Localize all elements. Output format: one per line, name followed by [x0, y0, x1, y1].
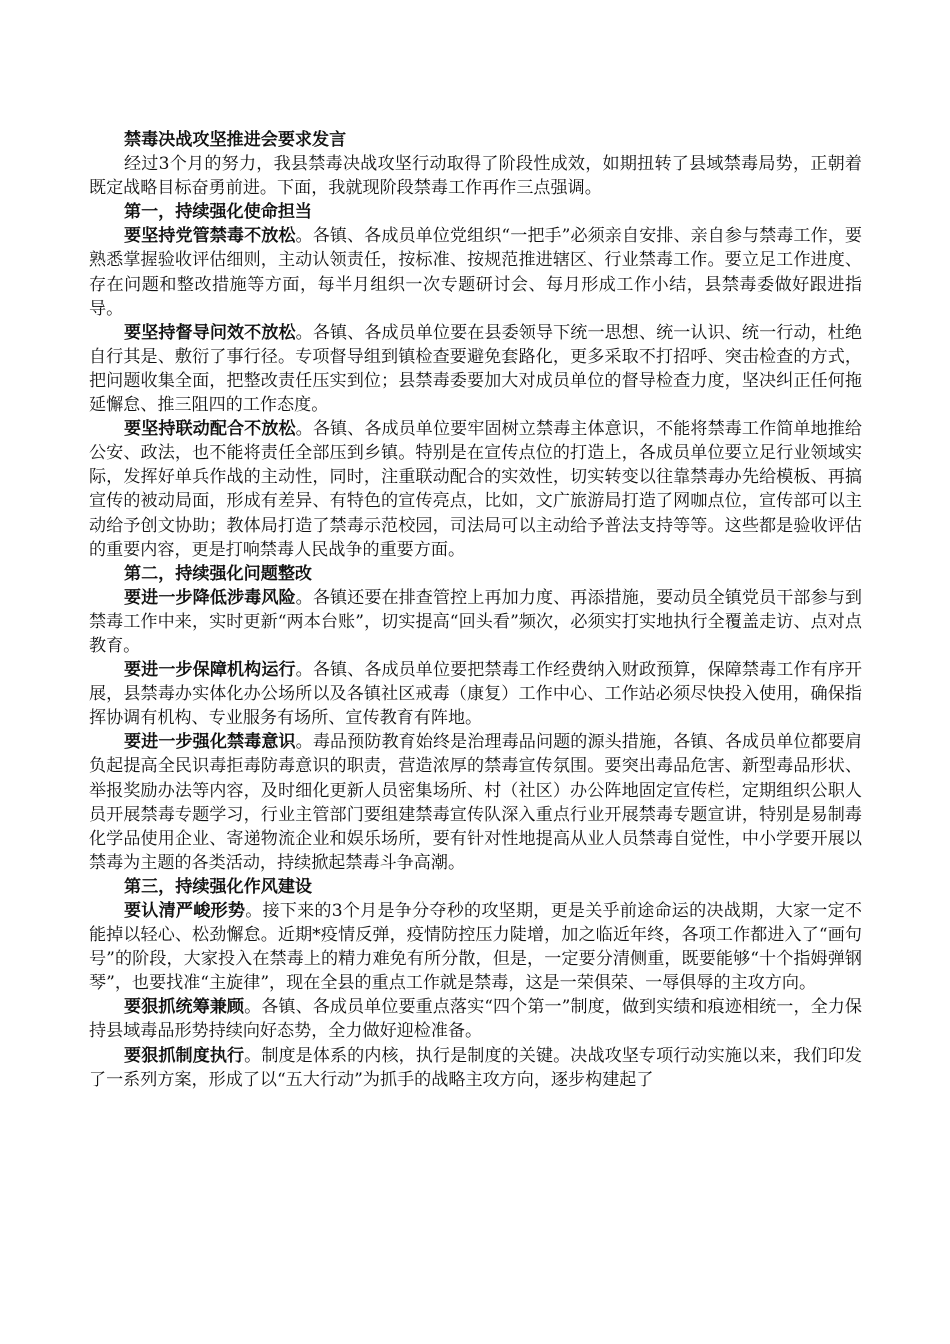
paragraph-text: 。制度是体系的内核，执行是制度的关键。决战攻坚专项行动实施以来，我们印发了一系列方案，形成了以“五大行动”为抓手的战略主攻方向，逐步构建起了: [89, 1045, 863, 1090]
paragraph-lead: 要进一步降低涉毒风险: [124, 587, 296, 608]
paragraph-text: 。各镇、各成员单位要在县委领导下统一思想、统一认识、统一行动，杜绝自行其是、敷衍了事行径。专项督导组到镇检查要避免套路化，更多采取不打招呼、突击检查的方式，把问题收集全面，把整改责任压实到位；县禁毒委要加大对成员单位的督导检查力度，坚决纠正任何拖延懈怠、推三阻四的工作态度。: [89, 322, 863, 416]
paragraph: [89, 995, 862, 1043]
paragraph-text: 。各镇、各成员单位要重点落实“四个第一”制度，做到实绩和痕迹相统一，全力保持县域毒品形势持续向好态势，全力做好迎检准备。: [89, 997, 862, 1042]
paragraph-text: 。各镇、各成员单位要牢固树立禁毒主体意识，不能将禁毒工作简单地推给公安、政法，也不能将责任全部压到乡镇。特别是在宣传点位的打造上，各成员单位要立足行业领域实际，发挥好单兵作战的主动性，同时，注重联动配合的实效性，切实转变以往靠禁毒办先给模板、再搞宣传的被动局面，形成有差异、有特色的宣传亮点，比如，文广旅游局打造了网咖点位，宣传部可以主动给予创文协助；教体局打造了禁毒示范校园，司法局可以主动给予普法支持等等。这些都是验收评估的重要内容，更是打响禁毒人民战争的重要方面。: [89, 419, 863, 560]
paragraph-text: 。毒品预防教育始终是治理毒品问题的源头措施，各镇、各成员单位都要肩负起提高全民识毒拒毒防毒意识的职责，营造浓厚的禁毒宣传氛围。要突出毒品危害、新型毒品形状、举报奖励办法等内容，及时细化更新人员密集场所、村（社区）办公阵地固定宣传栏，定期组织公职人员开展禁毒专题学习，行业主管部门要组建禁毒宣传队深入重点行业开展禁毒专题宣讲，特别是易制毒化学品使用企业、寄递物流企业和娱乐场所，要有针对性地提高从业人员禁毒自觉性，中小学要开展以禁毒为主题的各类活动，持续掀起禁毒斗争高潮。: [89, 732, 863, 873]
paragraph-text: 。各镇还要在排查管控上再加力度、再添措施，要动员全镇党员干部参与到禁毒工作中来，实时更新“两本台账”，切实提高“回头看”频次，必须实打实地执行全覆盖走访、点对点教育。: [89, 587, 863, 656]
paragraph-lead: 要认清严峻形势: [124, 901, 246, 921]
paragraph-lead: 要坚持督导问效不放松: [124, 322, 296, 343]
paragraph: [89, 224, 862, 320]
paragraph-lead: 要坚持联动配合不放松: [124, 419, 296, 440]
paragraph-lead: 要坚持党管禁毒不放松: [124, 226, 296, 247]
paragraph: [89, 899, 862, 995]
paragraph-lead: 要狠抓制度执行: [124, 1045, 245, 1066]
paragraph: [89, 730, 862, 875]
paragraph-lead: 要进一步强化禁毒意识: [124, 732, 296, 753]
paragraph-text: 。各镇、各成员单位党组织“一把手”必须亲自安排、亲自参与禁毒工作，要熟悉掌握验收评估细则，主动认领责任，按标准、按规范推进辖区、行业禁毒工作。要立足工作进度、存在问题和整改措施等方面，每半月组织一次专题研讨会、每月形成工作小结，县禁毒委做好跟进指导。: [89, 226, 863, 319]
paragraph-lead: 要进一步保障机构运行: [124, 660, 296, 681]
paragraph-lead: 要狠抓统筹兼顾: [124, 997, 245, 1018]
intro-paragraph: 经过3个月的努力，我县禁毒决战攻坚行动取得了阶段性成效，如期扭转了县域禁毒局势，正朝着既定战略目标奋勇前进。下面，我就现阶段禁毒工作再作三点强调。: [89, 154, 862, 199]
paragraph-text: 。接下来的3个月是争分夺秒的攻坚期，更是关乎前途命运的决战期，大家一定不能掉以轻心、松劲懈怠。近期*疫情反弹，疫情防控压力陡增，加之临近年终，各项工作都进入了“画句号”的阶段，大家投入在禁毒上的精力难免有所分散，但是，一定要分清侧重，既要能够“十个指姆弹钢琴”，也要找准“主旋律”，现在全县的重点工作就是禁毒，这是一荣俱荣、一辱俱辱的主攻方向。: [89, 901, 862, 994]
paragraph: [89, 321, 862, 417]
paragraph: [89, 586, 862, 658]
document-title: 禁毒决战攻坚推进会要求发言: [124, 130, 347, 150]
section-heading-3: 第三，持续强化作风建设: [124, 876, 313, 897]
paragraph-text: 。各镇、各成员单位要把禁毒工作经费纳入财政预算，保障禁毒工作有序开展，县禁毒办实体化办公场所以及各镇社区戒毒（康复）工作中心、工作站必须尽快投入使用，确保指挥协调有机构、专业服务有场所、宣传教育有阵地。: [89, 660, 863, 729]
paragraph: [89, 1044, 862, 1092]
paragraph: [89, 658, 862, 730]
section-heading-2: 第二，持续强化问题整改: [124, 563, 313, 584]
section-heading-1: 第一，持续强化使命担当: [124, 202, 313, 223]
paragraph: [89, 417, 862, 562]
